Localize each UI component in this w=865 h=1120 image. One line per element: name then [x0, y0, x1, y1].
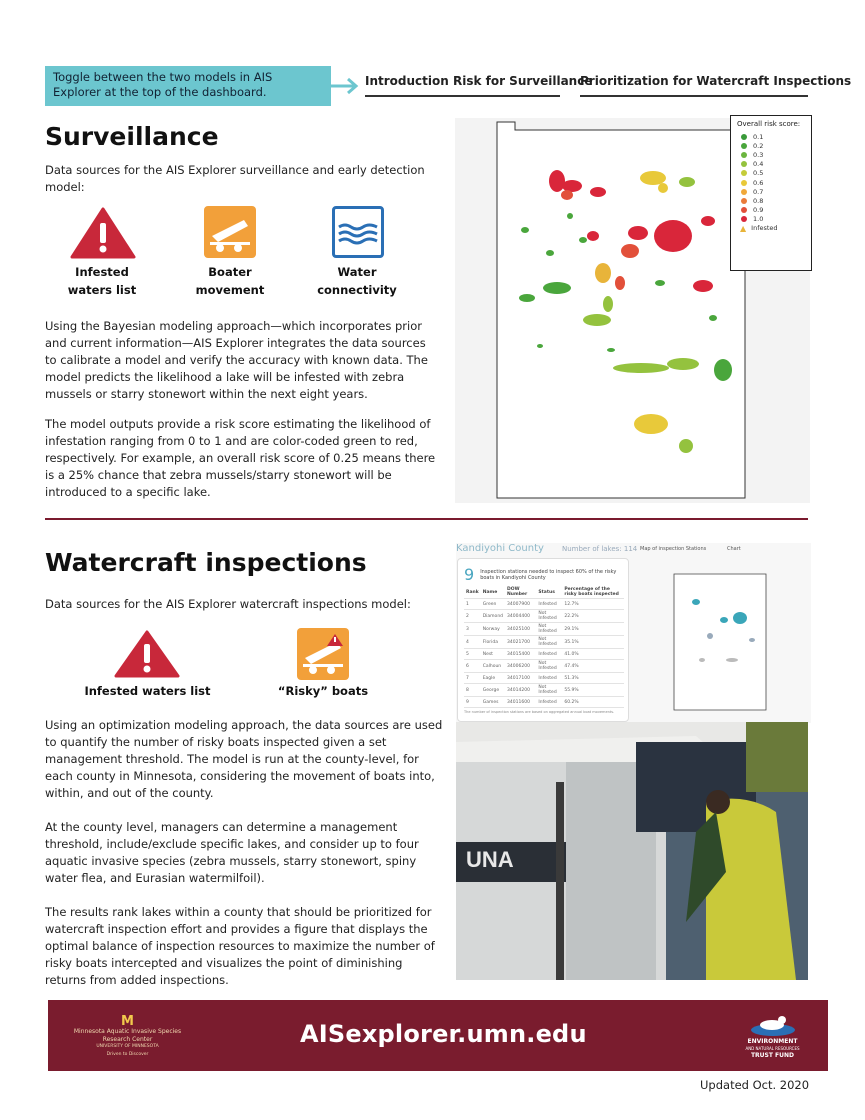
table-row[interactable] — [464, 673, 624, 684]
table-cell: Diamond — [481, 610, 505, 623]
legend-item: 0.9 — [737, 206, 805, 215]
table-cell: 55.9% — [562, 684, 624, 697]
warning-icon: ▲ — [740, 223, 747, 233]
source-label-water: Water connectivity — [317, 265, 397, 297]
table-cell: 6 — [464, 660, 481, 673]
surveillance-intro: Data sources for the AIS Explorer surveillance and early detection model: — [45, 163, 425, 194]
table-cell: 1 — [464, 599, 481, 610]
inspection-table — [464, 586, 624, 708]
table-cell: 7 — [464, 673, 481, 684]
legend-title: Overall risk score: — [737, 120, 801, 128]
table-cell: 34021700 — [505, 636, 536, 649]
stations-number: 9 — [464, 565, 475, 584]
surveillance-heading: Surveillance — [45, 122, 219, 151]
loon-logo-icon — [748, 1012, 798, 1036]
legend-swatch — [741, 180, 747, 186]
table-cell: 51.3% — [562, 673, 624, 684]
table-cell: 22.2% — [562, 610, 624, 623]
table-cell: 9 — [464, 697, 481, 708]
legend-item: 0.5 — [737, 169, 805, 178]
watercraft-paragraph-3: The results rank lakes within a county that should be prioritized for watercraft inspection effort and provides a figure that displays the optimal balance of inspection resources to maximize the number of risky boats intercepted and visualizes the point of diminishing returns from added inspections. — [45, 905, 435, 987]
source-label-infested-waters: Infested waters list — [84, 684, 211, 698]
chart-toggle[interactable]: Chart — [727, 546, 741, 552]
umn-logo-icon: M — [121, 1014, 134, 1029]
watercraft-paragraph-2: At the county level, managers can determine a management threshold, include/exclude specific lakes, and consider up to four aquatic invasive species (zebra mussels, starry stonewort, spiny water flea, and Eurasian watermilfoil). — [45, 820, 419, 885]
legend-item: ▲ Infested — [740, 223, 778, 233]
arrow-right-icon — [331, 74, 361, 98]
table-row[interactable] — [464, 610, 624, 623]
watercraft-intro: Data sources for the AIS Explorer watercraft inspections model: — [45, 597, 411, 611]
tab-underline — [580, 95, 808, 97]
legend-swatch — [741, 134, 747, 140]
table-header: Rank Name DOW Number Status Percentage of the risky boats inspected — [464, 586, 624, 599]
table-cell: 12.7% — [562, 599, 624, 610]
table-cell: George — [481, 684, 505, 697]
table-row[interactable] — [464, 599, 624, 610]
table-cell: 5 — [464, 649, 481, 660]
risk-legend — [730, 115, 812, 271]
table-cell: 34007900 — [505, 599, 536, 610]
tab-underline — [365, 95, 560, 97]
footer-org: M Minnesota Aquatic Invasive Species Research Center UNIVERSITY OF MINNESOTA Driven to Discover — [60, 1015, 195, 1058]
table-cell: 34004400 — [505, 610, 536, 623]
inspection-map — [632, 560, 810, 720]
legend-swatch — [741, 143, 747, 149]
table-cell: Games — [481, 697, 505, 708]
table-cell: Not Infested — [536, 684, 562, 697]
legend-swatch — [741, 170, 747, 176]
table-cell: Infested — [536, 649, 562, 660]
legend-item: 0.4 — [737, 160, 805, 169]
table-cell: 35.1% — [562, 636, 624, 649]
section-divider — [45, 518, 808, 520]
table-cell: 3 — [464, 623, 481, 636]
legend-item: 0.2 — [737, 141, 805, 150]
table-cell: Not Infested — [536, 660, 562, 673]
table-cell: 41.0% — [562, 649, 624, 660]
table-cell: 34011600 — [505, 697, 536, 708]
updated-date: Updated Oct. 2020 — [700, 1078, 810, 1092]
table-row[interactable] — [464, 649, 624, 660]
water-waves-icon — [332, 206, 384, 258]
surveillance-paragraph-1: Using the Bayesian modeling approach—which incorporates prior and current information—AIS Explorer integrates the data sources to calibrate a model and verify the accuracy with known data. The model predicts the likelihood a lake will be infested with zebra mussels or starry stonewort within the next eight years. — [45, 319, 428, 401]
watercraft-heading: Watercraft inspections — [45, 548, 367, 577]
legend-swatch — [741, 152, 747, 158]
boat-trailer-icon — [297, 628, 349, 680]
table-cell: Not Infested — [536, 610, 562, 623]
trust-fund-logo: ENVIRONMENT AND NATURAL RESOURCES TRUST FUND — [735, 1012, 810, 1059]
table-cell: 4 — [464, 636, 481, 649]
legend-item: 0.7 — [737, 187, 805, 196]
legend-swatch — [741, 216, 747, 222]
warning-icon — [114, 630, 180, 678]
inspection-map-title: Map of inspection Stations — [640, 546, 707, 552]
table-cell: Infested — [536, 697, 562, 708]
table-cell: Infested — [536, 673, 562, 684]
table-cell: 34014200 — [505, 684, 536, 697]
surveillance-paragraph-2: The model outputs provide a risk score estimating the likelihood of infestation ranging from 0 to 1 and are color-coded green to red, respectively. For example, an overall risk score of 0.25 means there is a 25% chance that zebra mussels/starry stonewort will be introduced to a specific lake. — [45, 417, 436, 499]
legend-item: 0.1 — [737, 132, 805, 141]
table-cell: Calhoun — [481, 660, 505, 673]
table-cell: 47.4% — [562, 660, 624, 673]
table-cell: Eagle — [481, 673, 505, 684]
inspection-photo — [456, 722, 808, 980]
warning-icon — [70, 207, 136, 259]
boat-trailer-icon — [204, 206, 256, 258]
table-cell: 2 — [464, 610, 481, 623]
table-cell: Green — [481, 599, 505, 610]
watercraft-paragraph-1: Using an optimization modeling approach, the data sources are used to quantify the number of risky boats inspected given a set management threshold. The model is run at the county-level, for each county in Minnesota, considering the movement of boats into, within, and out of the county. — [45, 718, 443, 800]
legend-item: 0.8 — [737, 196, 805, 205]
legend-swatch — [741, 207, 747, 213]
legend-item: 0.3 — [737, 150, 805, 159]
county-title: Kandiyohi County — [456, 543, 544, 554]
table-row[interactable] — [464, 623, 624, 636]
table-row[interactable] — [464, 684, 624, 697]
website-link[interactable]: AISexplorer.umn.edu — [300, 1020, 587, 1048]
table-cell: Infested — [536, 599, 562, 610]
table-row[interactable] — [464, 697, 624, 708]
legend-item: 0.6 — [737, 178, 805, 187]
source-label-boater: Boater movement — [195, 265, 265, 297]
table-cell: Not Infested — [536, 636, 562, 649]
stations-text: Inspection stations needed to inspect 60% of the risky boats in Kandiyohi County — [480, 568, 617, 581]
table-cell: 8 — [464, 684, 481, 697]
tab-introduction-risk[interactable]: Introduction Risk for Surveillance — [365, 74, 593, 88]
table-cell: 34015400 — [505, 649, 536, 660]
table-row[interactable] — [464, 636, 624, 649]
table-cell: 29.1% — [562, 623, 624, 636]
source-label-risky-boats: “Risky” boats — [277, 684, 369, 698]
source-label-infested: Infested waters list — [67, 265, 137, 297]
legend-swatch — [741, 198, 747, 204]
inspection-table-card — [457, 558, 629, 722]
legend-swatch — [741, 189, 747, 195]
table-footnote: The number of inspection stations are based on aggregated annual boat movements. — [464, 710, 615, 714]
svg-text:UNA: UNA — [466, 847, 514, 872]
table-cell: 34017100 — [505, 673, 536, 684]
table-cell: 60.2% — [562, 697, 624, 708]
legend-item: 1.0 — [737, 215, 805, 224]
table-row[interactable] — [464, 660, 624, 673]
table-cell: 34006200 — [505, 660, 536, 673]
toggle-instructions: Toggle between the two models in AIS Explorer at the top of the dashboard. — [45, 66, 331, 106]
lakes-count: Number of lakes: 114 — [562, 545, 638, 553]
table-cell: Florida — [481, 636, 505, 649]
table-cell: Not Infested — [536, 623, 562, 636]
table-cell: Norway — [481, 623, 505, 636]
table-cell: Nest — [481, 649, 505, 660]
tab-prioritization[interactable]: Prioritization for Watercraft Inspections — [580, 74, 852, 88]
legend-swatch — [741, 161, 747, 167]
table-cell: 34025100 — [505, 623, 536, 636]
